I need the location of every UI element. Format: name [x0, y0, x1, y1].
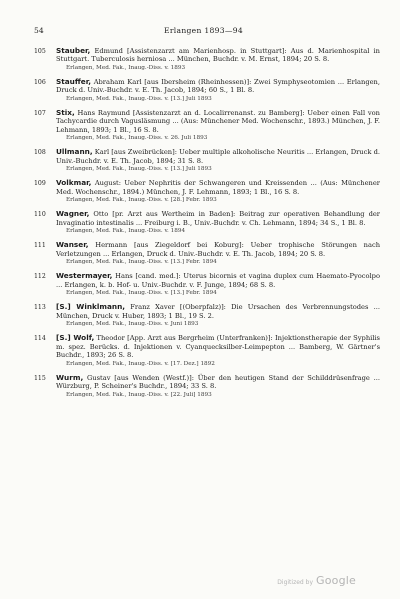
- entry-text: [56, 334, 380, 359]
- author-name: Stauffer,: [56, 77, 92, 86]
- entry-text: [56, 241, 380, 258]
- entry-body: [56, 148, 380, 173]
- entry-number: 115: [34, 374, 46, 382]
- entry-note: Erlangen, Med. Fak., Inaug.-Diss. v. Juni 1893: [66, 321, 199, 328]
- entry-description: Otto [pr. Arzt aus Wertheim in Baden]: Beitrag zur operativen Behandlung der Invaginatio intestinalis ... Freiburg i. B., Univ.-Buchdr. v. Ch. Lehmann, 1894; 34 S., 1 Bl. 8.: [56, 210, 380, 227]
- entry-description: Gustav [aus Wenden (Westf.)]: Über den heutigen Stand der Schilddrüsenfrage ... Würzburg, P. Scheiner's Buchdr., 1894; 33 S. 8.: [56, 373, 380, 391]
- page-header: [34, 26, 380, 36]
- entry-note: Erlangen, Med. Fak., Inaug.-Diss. v. [22. Juli] 1893: [66, 391, 212, 398]
- entry-number: 112: [34, 273, 46, 281]
- entry-body: [56, 272, 380, 297]
- entry-text: [56, 148, 380, 165]
- watermark-prefix: Digitized by: [277, 579, 313, 586]
- entry-number: 106: [34, 79, 46, 86]
- dissertation-entry: [34, 109, 380, 142]
- page-number: 54: [34, 26, 44, 35]
- entry-number: 105: [34, 48, 46, 55]
- dissertation-entry: [34, 303, 380, 328]
- entry-description: Hans Raymund [Assistenzarzt an d. Localirrenanst. zu Bamberg]: Ueber einen Fall von Tachycardie durch Vagusläsmung ... (Aus: Münchener Med. Wochenschr., 1893.) München, J. F. Lehmann, 1893; 1 Bl., 16 S. 8.: [56, 109, 380, 134]
- entry-note: Erlangen, Med. Fak., Inaug.-Diss. v. [13.] Febr. 1894: [66, 290, 217, 297]
- entry-body: [56, 374, 380, 399]
- author-name: Wagner,: [56, 209, 90, 219]
- entry-text: [56, 47, 380, 64]
- author-name: Wurm,: [56, 372, 84, 382]
- entry-note: Erlangen, Med. Fak., Inaug.-Diss. v. [17. Dez.] 1892: [66, 360, 215, 367]
- entry-description: August: Ueber Nephritis der Schwangeren und Kreissenden ... (Aus: Münchener Med. Wochenschr., 1894.) München, J. F. Lehmann, 1893; 1 Bl., 16 S. 8.: [56, 179, 380, 196]
- entry-text: [56, 374, 380, 391]
- entry-number: 108: [34, 149, 46, 157]
- digitization-watermark: [277, 574, 356, 587]
- entry-description: Franz Xaver [(Oberpfalz)]: Die Ursachen des Verbrennungstodes ... München, Druck v. Huber, 1893; 1 Bl., 19 S. 2.: [56, 303, 380, 320]
- entry-description: Theodor [App. Arzt aus Bergrheim (Unterfranken)]: Injektionstherapie der Syphilis m. spez. Berücks. d. Injektionen v. Cyanquecksilber-Leimpepton ... Bamberg, W. Gärtner's Buchdr., 1893; 26 S. 8.: [56, 334, 380, 360]
- entry-body: [56, 78, 380, 103]
- author-name: Wanser,: [56, 240, 89, 250]
- author-name: Ullmann,: [56, 147, 93, 157]
- entry-note: Erlangen, Med. Fak., Inaug.-Diss. v. [13.] Febr. 1894: [66, 259, 217, 266]
- dissertation-entry: [34, 47, 380, 72]
- entry-note: Erlangen, Med. Fak., Inaug.-Diss. v. 1893: [66, 64, 186, 71]
- entry-description: Edmund [Assistenzarzt am Marienhosp. in Stuttgart]: Aus d. Marienhospital in Stuttgart. Tuberculosis herniosa ... München, Buchdr. v. M. Ernst, 1894; 20 S. 8.: [56, 47, 380, 64]
- entry-body: [56, 303, 380, 328]
- entry-number: 111: [34, 242, 46, 250]
- author-name: Volkmar,: [56, 178, 92, 188]
- dissertation-entry: [34, 241, 380, 266]
- watermark-brand: Google: [316, 574, 356, 587]
- author-name: [S.] Wolf,: [56, 333, 95, 343]
- entry-number: 110: [34, 211, 46, 219]
- author-name: [S.] Winklmann,: [56, 302, 126, 312]
- entry-description: Abraham Karl [aus Ibersheim (Rheinhessen)]: Zwei Symphyseotomien ... Erlangen, Druck d. Univ.-Buchdr. v. E. Th. Jacob, 1894; 60 S., 1 Bl. 8.: [56, 78, 380, 95]
- entry-body: [56, 47, 380, 72]
- dissertation-entry: [34, 272, 380, 297]
- entry-text: [56, 179, 380, 196]
- entry-description: Karl [aus Zweibrücken]: Ueber multiple alkoholische Neuritis ... Erlangen, Druck d. Univ.-Buchdr. v. E. Th. Jacob, 1894; 31 S. 8.: [56, 148, 380, 165]
- entry-note: Erlangen, Med. Fak., Inaug.-Diss. v. 1894: [66, 228, 186, 235]
- entry-text: [56, 272, 380, 289]
- entry-note: Erlangen, Med. Fak., Inaug.-Diss. v. 26. Juli 1893: [66, 135, 208, 142]
- entry-body: [56, 109, 380, 142]
- entry-body: [56, 241, 380, 266]
- entry-text: [56, 303, 380, 320]
- entry-list: [34, 47, 380, 399]
- author-name: Stix,: [56, 108, 75, 117]
- entry-description: Hermann [aus Ziegeldorf bei Koburg]: Ueber trophische Störungen nach Verletzungen ... Erlangen, Druck d. Univ.-Buchdr. v. E. Th. Jacob, 1894; 20 S. 8.: [56, 241, 380, 258]
- entry-text: [56, 210, 380, 227]
- entry-text: [56, 78, 380, 95]
- dissertation-entry: [34, 374, 380, 399]
- entry-number: 109: [34, 180, 46, 188]
- entry-body: [56, 334, 380, 367]
- entry-number: 114: [34, 335, 46, 343]
- dissertation-entry: [34, 148, 380, 173]
- dissertation-entry: [34, 334, 380, 367]
- entry-note: Erlangen, Med. Fak., Inaug.-Diss. v. [13.] Juli 1893: [66, 95, 212, 102]
- entry-text: [56, 109, 380, 134]
- entry-description: Hans [cand. med.]: Uterus bicornis et vagina duplex cum Haemato-Pyocolpo ... Erlangen, k. b. Hof- u. Univ.-Buchdr. v. F. Junge, 1894; 68 S. 8.: [56, 272, 380, 289]
- dissertation-entry: [34, 179, 380, 204]
- entry-body: [56, 179, 380, 204]
- author-name: Stauber,: [56, 46, 91, 55]
- entry-number: 107: [34, 110, 46, 117]
- entry-body: [56, 210, 380, 235]
- author-name: Westermayer,: [56, 271, 113, 281]
- entry-note: Erlangen, Med. Fak., Inaug.-Diss. v. [28.] Febr. 1893: [66, 197, 217, 204]
- running-title: Erlangen 1893—94: [164, 26, 244, 35]
- entry-note: Erlangen, Med. Fak., Inaug.-Diss. v. [13.] Juli 1893: [66, 166, 212, 173]
- dissertation-entry: [34, 210, 380, 235]
- entry-number: 113: [34, 304, 46, 312]
- dissertation-entry: [34, 78, 380, 103]
